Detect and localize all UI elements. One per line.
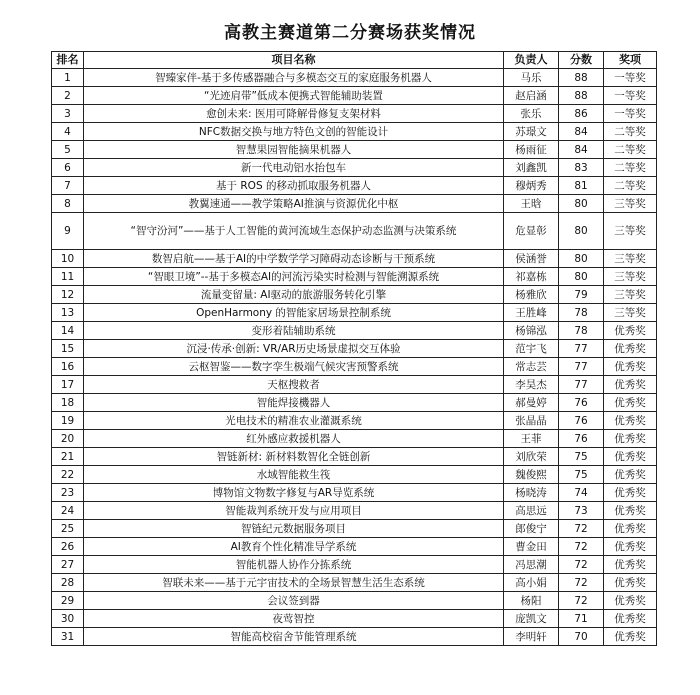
cell-leader: 冯思潮 xyxy=(504,556,559,574)
cell-project: 基于 ROS 的移动抓取服务机器人 xyxy=(84,177,504,195)
cell-project: 数智启航——基于AI的中学数学学习障碍动态诊断与干预系统 xyxy=(84,250,504,268)
cell-award: 优秀奖 xyxy=(604,574,657,592)
cell-score: 84 xyxy=(559,123,604,141)
table-row xyxy=(52,520,657,538)
table-row xyxy=(52,123,657,141)
cell-score: 84 xyxy=(559,141,604,159)
table-row xyxy=(52,250,657,268)
cell-leader: 刘欣荣 xyxy=(504,448,559,466)
cell-score: 74 xyxy=(559,484,604,502)
cell-rank: 5 xyxy=(52,141,84,159)
cell-award: 三等奖 xyxy=(604,213,657,250)
cell-rank: 13 xyxy=(52,304,84,322)
cell-award: 优秀奖 xyxy=(604,628,657,646)
table-row xyxy=(52,159,657,177)
cell-award: 优秀奖 xyxy=(604,466,657,484)
cell-score: 77 xyxy=(559,340,604,358)
cell-score: 77 xyxy=(559,358,604,376)
cell-leader: 危显彰 xyxy=(504,213,559,250)
cell-award: 二等奖 xyxy=(604,177,657,195)
cell-project: 光电技术的精准农业灌溉系统 xyxy=(84,412,504,430)
cell-award: 优秀奖 xyxy=(604,430,657,448)
cell-score: 76 xyxy=(559,394,604,412)
cell-rank: 19 xyxy=(52,412,84,430)
cell-award: 一等奖 xyxy=(604,105,657,123)
table-row xyxy=(52,610,657,628)
cell-project: 天枢搜救者 xyxy=(84,376,504,394)
table-row xyxy=(52,69,657,87)
cell-project: 愈创未来: 医用可降解骨修复支架材料 xyxy=(84,105,504,123)
cell-rank: 4 xyxy=(52,123,84,141)
cell-award: 二等奖 xyxy=(604,123,657,141)
cell-rank: 23 xyxy=(52,484,84,502)
cell-award: 优秀奖 xyxy=(604,412,657,430)
cell-score: 83 xyxy=(559,159,604,177)
table-row xyxy=(52,286,657,304)
table-row xyxy=(52,556,657,574)
cell-project: 智能高校宿舍节能管理系统 xyxy=(84,628,504,646)
cell-rank: 24 xyxy=(52,502,84,520)
cell-leader: 李昊杰 xyxy=(504,376,559,394)
cell-project: 教翼速通——教学策略AI推演与资源优化中枢 xyxy=(84,195,504,213)
cell-award: 优秀奖 xyxy=(604,538,657,556)
cell-score: 77 xyxy=(559,376,604,394)
cell-rank: 18 xyxy=(52,394,84,412)
cell-rank: 25 xyxy=(52,520,84,538)
cell-award: 优秀奖 xyxy=(604,520,657,538)
table-row xyxy=(52,412,657,430)
cell-rank: 14 xyxy=(52,322,84,340)
table-row xyxy=(52,430,657,448)
cell-leader: 张乐 xyxy=(504,105,559,123)
table-row xyxy=(52,466,657,484)
cell-award: 优秀奖 xyxy=(604,502,657,520)
cell-project: 新一代电动铝水抬包车 xyxy=(84,159,504,177)
cell-leader: 祁嘉栋 xyxy=(504,268,559,286)
cell-leader: 马乐 xyxy=(504,69,559,87)
cell-rank: 9 xyxy=(52,213,84,250)
cell-leader: 高小娟 xyxy=(504,574,559,592)
cell-project: 智能焊接機器人 xyxy=(84,394,504,412)
table-row xyxy=(52,592,657,610)
table-row xyxy=(52,394,657,412)
cell-rank: 16 xyxy=(52,358,84,376)
table-row xyxy=(52,574,657,592)
cell-award: 二等奖 xyxy=(604,159,657,177)
cell-project: 红外感应救援机器人 xyxy=(84,430,504,448)
cell-award: 优秀奖 xyxy=(604,322,657,340)
cell-award: 优秀奖 xyxy=(604,556,657,574)
header-project: 项目名称 xyxy=(84,52,504,69)
cell-leader: 刘鑫凯 xyxy=(504,159,559,177)
cell-score: 78 xyxy=(559,322,604,340)
table-row xyxy=(52,340,657,358)
cell-project: 智联未来——基于元宇宙技术的全场景智慧生活生态系统 xyxy=(84,574,504,592)
cell-leader: 穆炳秀 xyxy=(504,177,559,195)
cell-score: 79 xyxy=(559,286,604,304)
cell-award: 优秀奖 xyxy=(604,610,657,628)
cell-award: 三等奖 xyxy=(604,286,657,304)
cell-leader: 李明轩 xyxy=(504,628,559,646)
cell-rank: 31 xyxy=(52,628,84,646)
cell-project: 智链纪元数据服务项目 xyxy=(84,520,504,538)
cell-score: 73 xyxy=(559,502,604,520)
cell-award: 优秀奖 xyxy=(604,358,657,376)
table-row xyxy=(52,484,657,502)
cell-leader: 高思远 xyxy=(504,502,559,520)
cell-project: AI教育个性化精准导学系统 xyxy=(84,538,504,556)
cell-leader: 王菲 xyxy=(504,430,559,448)
cell-project: “智守汾河”——基于人工智能的黄河流域生态保护动态监测与决策系统 xyxy=(84,213,504,250)
table-body xyxy=(52,69,657,646)
table-header-row xyxy=(52,52,657,69)
cell-score: 88 xyxy=(559,69,604,87)
header-score: 分数 xyxy=(559,52,604,69)
cell-score: 71 xyxy=(559,610,604,628)
cell-rank: 26 xyxy=(52,538,84,556)
cell-project: 智慧果园智能摘果机器人 xyxy=(84,141,504,159)
cell-rank: 15 xyxy=(52,340,84,358)
cell-leader: 郎俊宁 xyxy=(504,520,559,538)
cell-project: 智能机器人协作分拣系统 xyxy=(84,556,504,574)
cell-leader: 杨锦泓 xyxy=(504,322,559,340)
cell-score: 75 xyxy=(559,466,604,484)
table-row xyxy=(52,502,657,520)
cell-leader: 曹金田 xyxy=(504,538,559,556)
cell-award: 三等奖 xyxy=(604,250,657,268)
table-row xyxy=(52,268,657,286)
awards-table xyxy=(51,51,657,646)
table-row xyxy=(52,304,657,322)
table-row xyxy=(52,628,657,646)
cell-project: 博物馆文物数字修复与AR导览系统 xyxy=(84,484,504,502)
cell-project: 智链新材: 新材料数智化全链创新 xyxy=(84,448,504,466)
cell-award: 优秀奖 xyxy=(604,340,657,358)
cell-project: 智能裁判系统开发与应用项目 xyxy=(84,502,504,520)
cell-leader: 庞凯文 xyxy=(504,610,559,628)
cell-leader: 杨阳 xyxy=(504,592,559,610)
table-row xyxy=(52,322,657,340)
table-row xyxy=(52,195,657,213)
cell-award: 三等奖 xyxy=(604,268,657,286)
cell-rank: 2 xyxy=(52,87,84,105)
cell-score: 76 xyxy=(559,412,604,430)
cell-rank: 20 xyxy=(52,430,84,448)
cell-rank: 7 xyxy=(52,177,84,195)
cell-score: 81 xyxy=(559,177,604,195)
cell-rank: 8 xyxy=(52,195,84,213)
cell-project: 会议签到器 xyxy=(84,592,504,610)
cell-award: 二等奖 xyxy=(604,141,657,159)
cell-award: 优秀奖 xyxy=(604,376,657,394)
table-row xyxy=(52,87,657,105)
table-row xyxy=(52,538,657,556)
cell-leader: 常志芸 xyxy=(504,358,559,376)
cell-award: 一等奖 xyxy=(604,87,657,105)
cell-score: 72 xyxy=(559,592,604,610)
cell-project: “光迹肩带”低成本便携式智能辅助装置 xyxy=(84,87,504,105)
cell-rank: 3 xyxy=(52,105,84,123)
cell-leader: 张晶晶 xyxy=(504,412,559,430)
table-row xyxy=(52,376,657,394)
table-row xyxy=(52,105,657,123)
cell-score: 72 xyxy=(559,556,604,574)
table-row xyxy=(52,213,657,250)
cell-score: 76 xyxy=(559,430,604,448)
cell-award: 优秀奖 xyxy=(604,394,657,412)
header-award: 奖项 xyxy=(604,52,657,69)
table-row xyxy=(52,358,657,376)
cell-rank: 12 xyxy=(52,286,84,304)
cell-rank: 22 xyxy=(52,466,84,484)
cell-score: 72 xyxy=(559,574,604,592)
cell-rank: 11 xyxy=(52,268,84,286)
cell-score: 80 xyxy=(559,195,604,213)
cell-score: 80 xyxy=(559,268,604,286)
cell-award: 三等奖 xyxy=(604,304,657,322)
cell-leader: 范宇飞 xyxy=(504,340,559,358)
cell-rank: 27 xyxy=(52,556,84,574)
cell-score: 88 xyxy=(559,87,604,105)
cell-project: 水域智能救生筏 xyxy=(84,466,504,484)
cell-rank: 10 xyxy=(52,250,84,268)
cell-score: 72 xyxy=(559,520,604,538)
page-title: 高教主赛道第二分赛场获奖情况 xyxy=(224,23,476,43)
table-row xyxy=(52,141,657,159)
cell-leader: 杨晓涛 xyxy=(504,484,559,502)
cell-rank: 28 xyxy=(52,574,84,592)
cell-award: 三等奖 xyxy=(604,195,657,213)
cell-rank: 17 xyxy=(52,376,84,394)
cell-leader: 王晗 xyxy=(504,195,559,213)
cell-project: 智臻家伴-基于多传感器融合与多模态交互的家庭服务机器人 xyxy=(84,69,504,87)
cell-project: NFC数据交换与地方特色文创的智能设计 xyxy=(84,123,504,141)
cell-rank: 29 xyxy=(52,592,84,610)
cell-award: 优秀奖 xyxy=(604,592,657,610)
cell-leader: 赵启涵 xyxy=(504,87,559,105)
cell-score: 86 xyxy=(559,105,604,123)
cell-score: 78 xyxy=(559,304,604,322)
cell-score: 70 xyxy=(559,628,604,646)
cell-score: 80 xyxy=(559,250,604,268)
cell-award: 优秀奖 xyxy=(604,484,657,502)
cell-leader: 郝曼婷 xyxy=(504,394,559,412)
cell-rank: 6 xyxy=(52,159,84,177)
header-leader: 负责人 xyxy=(504,52,559,69)
cell-leader: 杨雨征 xyxy=(504,141,559,159)
cell-project: 云枢智鉴——数字孪生极端气候灾害预警系统 xyxy=(84,358,504,376)
cell-award: 一等奖 xyxy=(604,69,657,87)
cell-leader: 侯涵誉 xyxy=(504,250,559,268)
cell-rank: 30 xyxy=(52,610,84,628)
cell-leader: 苏璟文 xyxy=(504,123,559,141)
cell-project: 流量变留量: AI驱动的旅游服务转化引擎 xyxy=(84,286,504,304)
cell-project: 变形着陆辅助系统 xyxy=(84,322,504,340)
cell-project: OpenHarmony 的智能家居场景控制系统 xyxy=(84,304,504,322)
cell-project: 沉浸·传承·创新: VR/AR历史场景虚拟交互体验 xyxy=(84,340,504,358)
cell-project: “智眼卫境”--基于多模态AI的河流污染实时检测与智能溯源系统 xyxy=(84,268,504,286)
table-row xyxy=(52,177,657,195)
cell-score: 75 xyxy=(559,448,604,466)
table-row xyxy=(52,448,657,466)
cell-score: 80 xyxy=(559,213,604,250)
cell-leader: 魏俊熙 xyxy=(504,466,559,484)
cell-project: 夜莺智控 xyxy=(84,610,504,628)
cell-rank: 1 xyxy=(52,69,84,87)
cell-leader: 杨雅欣 xyxy=(504,286,559,304)
header-rank: 排名 xyxy=(52,52,84,69)
cell-leader: 王胜峰 xyxy=(504,304,559,322)
cell-rank: 21 xyxy=(52,448,84,466)
cell-score: 72 xyxy=(559,538,604,556)
cell-award: 优秀奖 xyxy=(604,448,657,466)
